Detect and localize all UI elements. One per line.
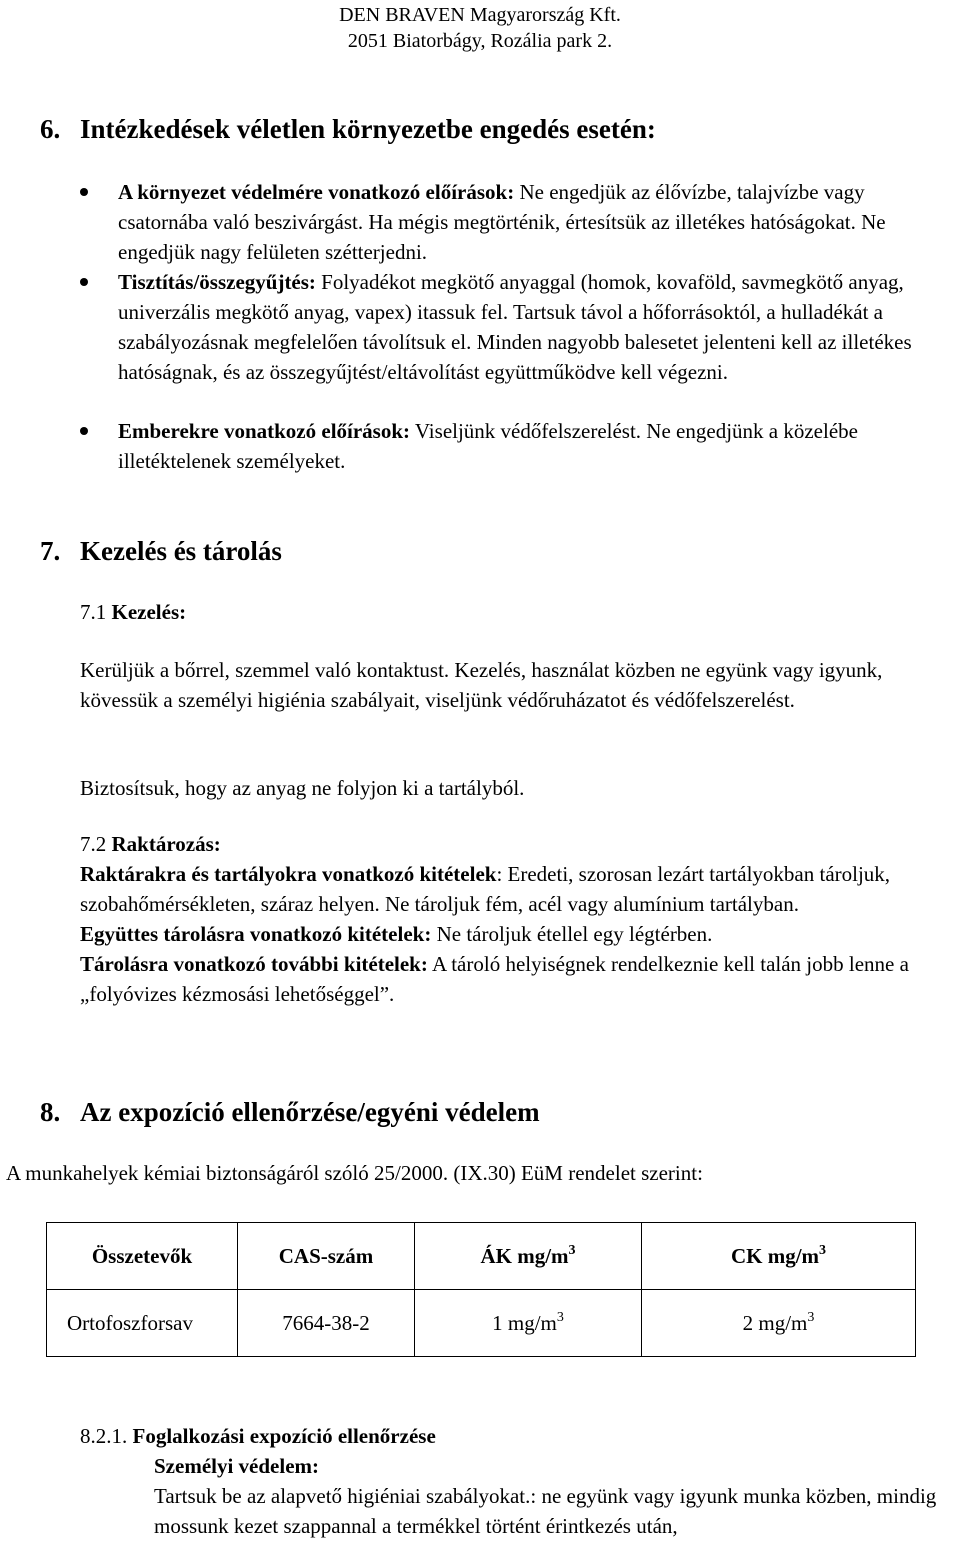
bullet-text: Viseljünk védőfelszerelést. Ne engedjünk a közelébe illetéktelenek személyeket. [118, 419, 858, 473]
personal-protection-text: Tartsuk be az alapvető higiéniai szabályokat.: ne együnk vagy igyunk munka közben, mindig mossunk kezet szappannal a termékkel történt érintkezés után, [154, 1484, 937, 1538]
bullet-label: A környezet védelmére vonatkozó előírások: [118, 180, 515, 204]
bullet-text: Ne engedjük az élővízbe, talajvízbe vagy csatornába való beszivárgást. Ha mégis megtörténik, értesítsük az illetékes hatóságokat. Ne engedjük nagy felületen szétterjedni. [118, 180, 886, 264]
bullet-text: Folyadékot megkötő anyaggal (homok, kovaföld, savmegkötő anyag, univerzális megkötő anyag, vapex) itassuk fel. Tartsuk távol a hőforrásoktól, a hulladékát a szabályozásnak megfelelően távolítsuk el. Minden nagyobb balesetet jelenteni kell az illetékes hatóságnak, és az összegyűjtést/eltávolítást együttműködve kell végezni. [118, 270, 912, 384]
subsection-title: Kezelés: [111, 600, 187, 624]
table-row [47, 1290, 916, 1357]
cell-ck: 2 $mg/m^3$ [642, 1290, 916, 1357]
section-6-title: Intézkedések véletlen környezetbe engedés esetén: [80, 114, 656, 144]
header-address: 2051 Biatorbágy, Rozália park 2. [347, 30, 613, 52]
storage-label: Raktárakra és tartályokra vonatkozó kitételek [80, 862, 497, 886]
bullet-icon [80, 188, 88, 196]
cell-cas: 7664-38-2 [238, 1290, 415, 1357]
column-header-components: Összetevők [47, 1223, 238, 1290]
cell-ak: 1 $mg/m^3$ [415, 1290, 642, 1357]
section-7-number: 7. [40, 536, 61, 566]
subsection-number: 7.1 [80, 600, 112, 624]
subsection-7-2-heading [80, 829, 950, 859]
bullet-icon [80, 278, 88, 286]
regulation-intro: A munkahelyek kémiai biztonságáról szóló 25/2000. (IX.30) EüM rendelet szerint: [6, 1161, 703, 1185]
joint-storage-label: Együttes tárolásra vonatkozó kitételek: [80, 922, 432, 946]
handling-paragraph-2: Biztosítsuk, hogy az anyag ne folyjon ki a tartályból. [80, 776, 525, 800]
storage-block [80, 859, 950, 1009]
subsection-number: 8.2.1. [80, 1424, 133, 1448]
handling-paragraph: Kerüljük a bőrrel, szemmel való kontaktust. Kezelés, használat közben ne együnk vagy igyunk, kövessük a személyi higiénia szabályait, viseljünk védőruházatot és védőfelszerelést. [80, 658, 883, 712]
column-header-ck: CK $mg/m^3$ [642, 1223, 916, 1290]
section-7-heading [40, 535, 282, 567]
subsection-title: Raktározás: [111, 832, 221, 856]
column-header-cas: CAS-szám [238, 1223, 415, 1290]
storage-conditions [80, 859, 950, 919]
subsection-title: Foglalkozási expozíció ellenőrzése [132, 1424, 436, 1448]
exposure-limits-table [46, 1222, 916, 1357]
personal-protection-block [154, 1451, 954, 1541]
personal-protection-title: Személyi védelem: [154, 1454, 320, 1478]
column-header-ak: ÁK $mg/m^3$ [415, 1223, 642, 1290]
section-6-number: 6. [40, 114, 61, 144]
bullet-label: Tisztítás/összegyűjtés: [118, 270, 316, 294]
section-8-heading [40, 1096, 540, 1128]
joint-storage-text: Ne tároljuk étellel egy légtérben. [431, 922, 713, 946]
further-storage-text: A tároló helyiségnek rendelkeznie kell talán jobb lenne a „folyóvizes kézmosási lehetőséggel”. [80, 952, 909, 1006]
section-8-number: 8. [40, 1097, 61, 1127]
joint-storage [80, 919, 950, 949]
bullet-icon [80, 427, 88, 435]
section-6-heading [40, 113, 656, 145]
bullet-label: Emberekre vonatkozó előírások: [118, 419, 411, 443]
header-company: DEN BRAVEN Magyarország Kft. [339, 4, 621, 26]
further-storage-label: Tárolásra vonatkozó további kitételek: [80, 952, 428, 976]
subsection-7-1-heading [80, 597, 950, 627]
subsection-number: 7.2 [80, 832, 112, 856]
subsection-8-2-1-heading [80, 1421, 950, 1451]
cell-component: Ortofoszforsav [47, 1290, 238, 1357]
table-header-row [47, 1223, 916, 1290]
further-storage [80, 949, 950, 1009]
storage-text: : Eredeti, szorosan lezárt tartályokban tároljuk, szobahőmérsékleten, száraz helyen. Ne tároljuk fém, acél vagy alumínium tartályban. [80, 862, 891, 916]
section-7-title: Kezelés és tárolás [80, 536, 282, 566]
section-8-title: Az expozíció ellenőrzése/egyéni védelem [80, 1097, 540, 1127]
